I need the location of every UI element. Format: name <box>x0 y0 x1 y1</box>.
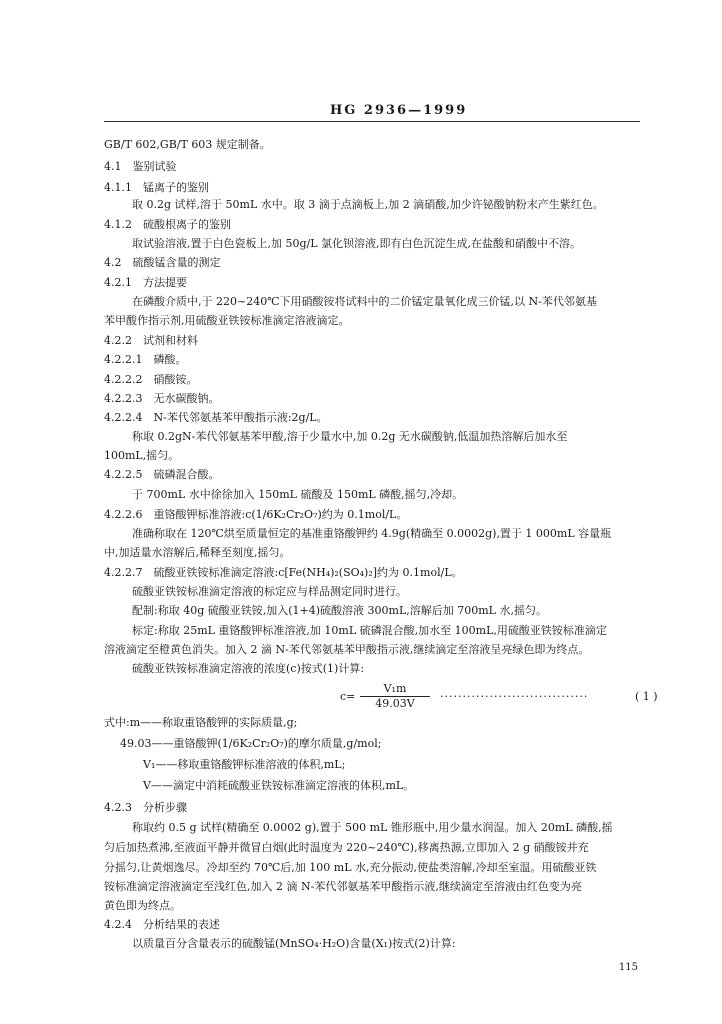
section-heading: 4.1.2 硫酸根离子的鉴别 <box>104 218 231 231</box>
equation-numerator: V₁m <box>360 682 430 697</box>
section-heading: 4.2.2.1 磷酸。 <box>104 353 187 366</box>
text-line: 称取 0.2gN-苯代邻氨基苯甲酸,溶于少量水中,加 0.2g 无水碳酸钠,低温加热溶解后加水至 <box>132 430 568 443</box>
section-heading: 4.2.1 方法提要 <box>104 276 187 289</box>
text-line: 取试验溶液,置于白色瓷板上,加 50g/L 氯化钡溶液,即有白色沉淀生成,在盐酸和硝酸中不溶。 <box>132 237 582 250</box>
text-line: 于 700mL 水中徐徐加入 150mL 硫酸及 150mL 磷酸,摇匀,冷却。 <box>132 488 464 501</box>
equation-number: ( 1 ) <box>635 690 658 703</box>
section-heading: 4.2.3 分析步骤 <box>104 801 187 814</box>
section-heading: 4.2.2.6 重铬酸钾标准溶液:c(1/6K₂Cr₂O₇)约为 0.1mol/L。 <box>104 508 408 521</box>
equation-1 <box>340 682 670 710</box>
text-line: 100mL,摇匀。 <box>104 449 180 462</box>
document-header: HG 2936—1999 <box>330 103 468 118</box>
text-line: 铵标准滴定溶液滴定至浅红色,加入 2 滴 N-苯代邻氨基苯甲酸指示液,继续滴定至溶液由红色变为亮 <box>104 880 582 893</box>
text-line: 硫酸亚铁铵标准滴定溶液的标定应与样品测定同时进行。 <box>132 585 407 598</box>
section-heading: 4.2.4 分析结果的表述 <box>104 918 220 931</box>
legend-line: 49.03——重铬酸钾(1/6K₂Cr₂O₇)的摩尔质量,g/mol; <box>120 737 382 750</box>
equation-denominator: 49.03V <box>375 697 415 711</box>
section-heading: 4.2.2.5 硫磷混合酸。 <box>104 468 220 481</box>
text-line: 苯甲酸作指示剂,用硫酸亚铁铵标准滴定溶液滴定。 <box>104 314 350 327</box>
text-line: 准确称取在 120℃烘至质量恒定的基准重铬酸钾约 4.9g(精确至 0.0002g),置于 1 000mL 容量瓶 <box>132 527 612 540</box>
section-heading: 4.2.2.7 硫酸亚铁铵标准滴定溶液:c[Fe(NH₄)₂(SO₄)₂]约为 0.1mol/L。 <box>104 566 463 579</box>
text-line: 以质量百分含量表示的硫酸锰(MnSO₄·H₂O)含量(X₁)按式(2)计算: <box>132 937 456 950</box>
legend-line: V——滴定中消耗硫酸亚铁铵标准滴定溶液的体积,mL。 <box>143 779 415 792</box>
text-line: 标定:称取 25mL 重铬酸钾标准溶液,加 10mL 硫磷混合酸,加水至 100mL,用硫酸亚铁铵标准滴定 <box>132 624 607 637</box>
section-heading: 4.2.2.3 无水碳酸钠。 <box>104 392 220 405</box>
text-line: 中,加适量水溶解后,稀释至刻度,摇匀。 <box>104 546 291 559</box>
section-heading: 4.1.1 锰离子的鉴别 <box>104 181 209 194</box>
text-line: 称取约 0.5 g 试样(精确至 0.0002 g),置于 500 mL 锥形瓶中,用少量水润湿。加入 20mL 磷酸,摇 <box>132 821 613 834</box>
section-heading: 4.2.2.2 硝酸铵。 <box>104 373 198 386</box>
equation-lhs: c= <box>340 690 356 703</box>
section-heading: 4.1 鉴别试验 <box>104 160 177 173</box>
equation-fraction <box>360 682 430 710</box>
section-heading: 4.2.2.4 N-苯代邻氨基苯甲酸指示液:2g/L。 <box>104 411 328 424</box>
text-line: 溶液滴定至橙黄色消失。加入 2 滴 N-苯代邻氨基苯甲酸指示液,继续滴定至溶液呈亮绿色即为终点。 <box>104 643 590 656</box>
header-rule <box>104 121 640 122</box>
text-line: 分摇匀,让黄烟逸尽。冷却至约 70℃后,加 100 mL 水,充分振动,使盐类溶解,冷却至室温。用硫酸亚铁 <box>104 861 597 874</box>
text-line: 配制:称取 40g 硫酸亚铁铵,加入(1+4)硫酸溶液 300mL,溶解后加 700mL 水,摇匀。 <box>132 604 547 617</box>
section-heading: 4.2.2 试剂和材料 <box>104 334 198 347</box>
legend-line: V₁——移取重铬酸钾标准溶液的体积,mL; <box>143 758 346 771</box>
section-heading: 4.2 硫酸锰含量的测定 <box>104 256 221 269</box>
legend-line: 式中:m——称取重铬酸钾的实际质量,g; <box>104 716 298 729</box>
equation-leader-dots: ································· <box>440 690 589 703</box>
text-line: 硫酸亚铁铵标准滴定溶液的浓度(c)按式(1)计算: <box>132 662 365 675</box>
text-line: 在磷酸介质中,于 220~240℃下用硝酸铵将试料中的二价锰定量氧化成三价锰,以 N-苯代邻氨基 <box>132 295 597 308</box>
text-line: 黄色即为终点。 <box>104 899 181 912</box>
text-line: 匀后加热煮沸,至液面平静并微冒白烟(此时温度为 220~240℃),移离热源,立即加入 2 g 硝酸铵并充 <box>104 841 589 854</box>
text-line: GB/T 602,GB/T 603 规定制备。 <box>104 138 271 151</box>
text-line: 取 0.2g 试样,溶于 50mL 水中。取 3 滴于点滴板上,加 2 滴硝酸,加少许铋酸钠粉末产生紫红色。 <box>132 198 604 211</box>
page-number: 115 <box>618 962 638 973</box>
